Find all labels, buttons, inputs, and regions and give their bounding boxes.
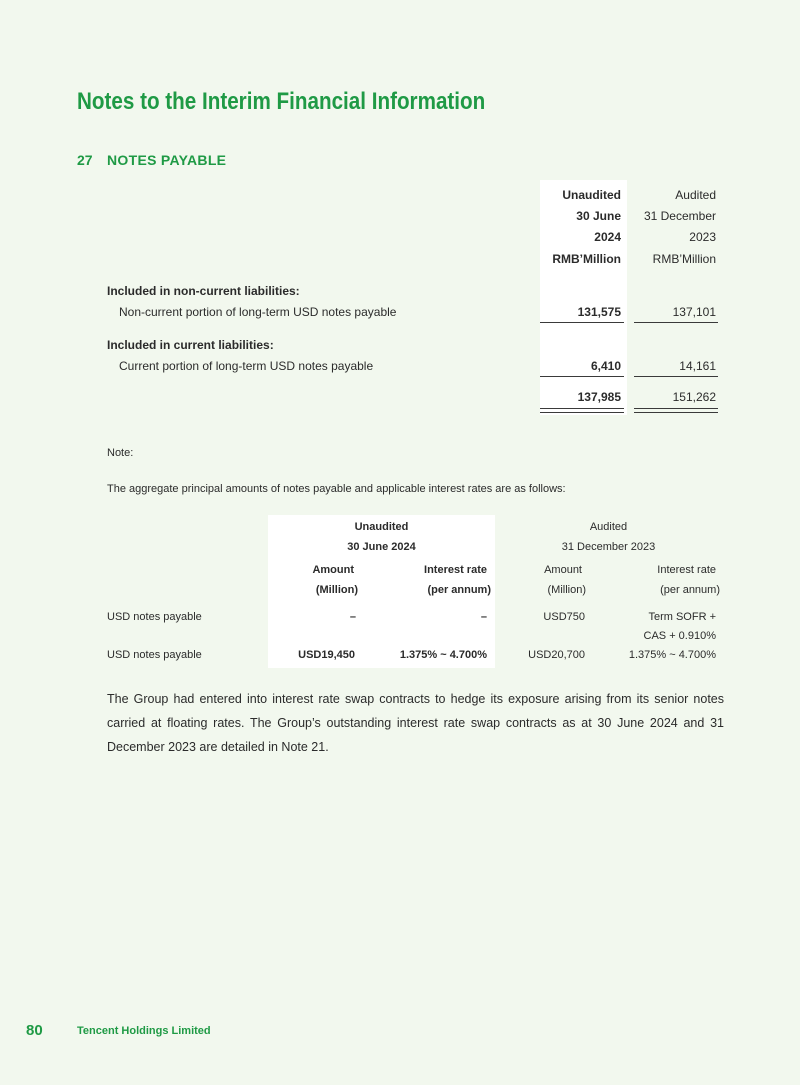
table2-row1-amount-2024: – [349,611,356,623]
page-title: Notes to the Interim Financial Information [77,88,486,115]
table2-row1-label: USD notes payable [107,611,202,623]
section-number: 27 [77,152,93,168]
table1-row2-2024: 6,410 [590,359,621,373]
table2-row2-amount-2023: USD20,700 [528,649,585,661]
table1-col2-header-3: 2023 [689,230,716,244]
table2-amount-2023-sub: (Million) [547,584,586,596]
table1-col2-header-2: 31 December [643,209,716,223]
table2-rate-2023-header: Interest rate [657,564,716,576]
note-label: Note: [107,447,134,459]
table1-col1-header-2: 30 June [576,209,621,223]
table2-row1-amount-2023: USD750 [543,611,585,623]
company-name: Tencent Holdings Limited [77,1025,211,1037]
table1-row1-rule-col1 [540,322,624,323]
table2-amount-2024-sub: (Million) [315,584,358,596]
table1-total-double-rule-col1 [540,408,624,413]
page-number: 80 [26,1022,43,1039]
table1-group1-label: Included in non-current liabilities: [107,284,300,298]
table1-row2-rule-col1 [540,376,624,377]
table1-group2-label: Included in current liabilities: [107,338,274,352]
table1-col1-header-4: RMB’Million [552,252,621,266]
table2-row2-rate-2024: 1.375% ~ 4.700% [399,649,487,661]
note-intro: The aggregate principal amounts of notes payable and applicable interest rates are as follows: [107,483,566,495]
table1-row1-2024: 131,575 [577,305,621,319]
table1-col1-header-3: 2024 [594,230,621,244]
table2-rate-2023-sub: (per annum) [660,584,720,596]
table2-row1-rate-2023-line1: Term SOFR + [648,611,716,623]
table2-group-a-header-2: 30 June 2024 [347,541,416,553]
table2-row2-rate-2023: 1.375% ~ 4.700% [628,649,716,661]
table1-row2-2023: 14,161 [679,359,716,373]
table1-row1-label: Non-current portion of long-term USD notes payable [119,305,397,319]
section-title: NOTES PAYABLE [107,152,227,168]
table1-row2-rule-col2 [634,376,718,377]
table2-group-b-header-1: Audited [589,521,628,533]
table1-col2-header-1: Audited [675,188,716,202]
table1-total-double-rule-col2 [634,408,718,413]
table2-rate-2024-sub: (per annum) [427,584,491,596]
table2-row1-rate-2024: – [480,611,487,623]
table2-group-a-header-1: Unaudited [354,521,409,533]
table1-total-2024: 137,985 [577,390,621,404]
table2-rate-2024-header: Interest rate [424,564,487,576]
table1-col1-header-1: Unaudited [562,188,621,202]
table1-row2-label: Current portion of long-term USD notes payable [119,359,374,373]
table2-amount-2024-header: Amount [312,564,354,576]
table2-row2-label: USD notes payable [107,649,202,661]
table2-group-b-header-2: 31 December 2023 [561,541,656,553]
table1-row1-2023: 137,101 [672,305,716,319]
table1-total-2023: 151,262 [672,390,716,404]
table2-row2-amount-2024: USD19,450 [298,649,355,661]
table2-amount-2023-header: Amount [544,564,582,576]
table2-row1-rate-2023-line2: CAS + 0.910% [643,630,716,642]
table1-row1-rule-col2 [634,322,718,323]
table1-col2-header-4: RMB’Million [652,252,716,266]
body-paragraph: The Group had entered into interest rate swap contracts to hedge its exposure arising from its senior notes carried at floating rates. The Group’s outstanding interest rate swap contracts as at 30 June 2024 and 31 December 2023 are detailed in Note 21. [107,692,724,754]
